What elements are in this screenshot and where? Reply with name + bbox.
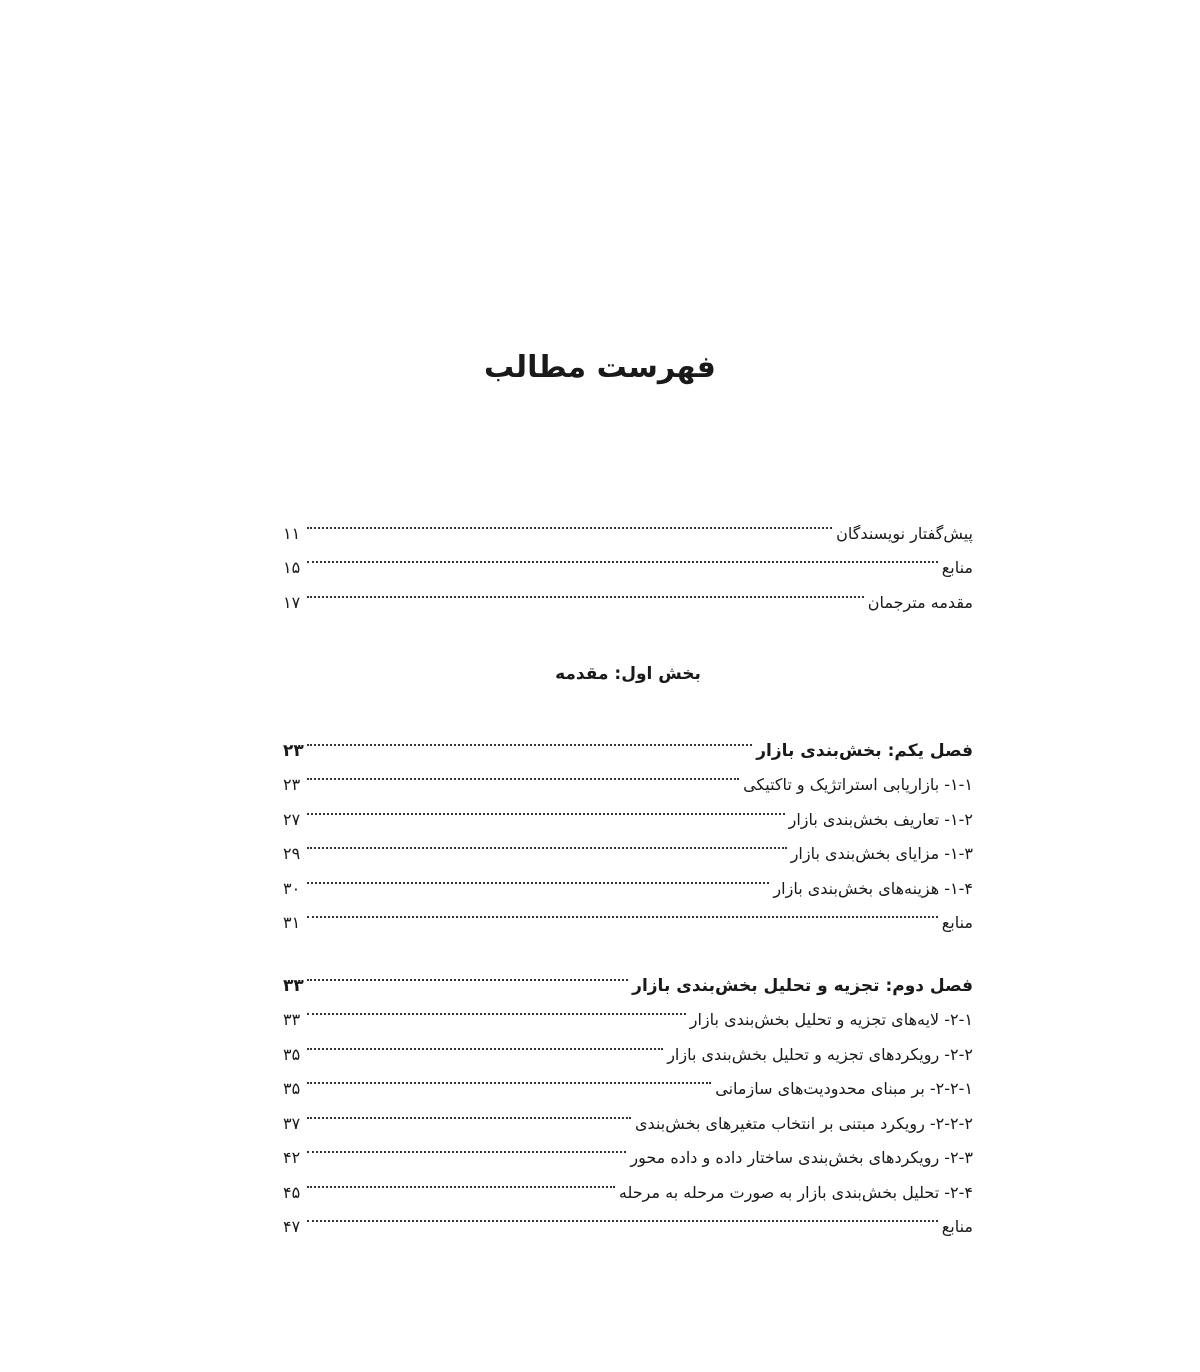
toc-entry-label: ۱-۳- مزایای بخش‌بندی بازار (790, 844, 973, 863)
toc-entry-page: ۴۷ (283, 1217, 301, 1236)
toc-entry-page: ۱۵ (283, 558, 301, 577)
dot-leader (307, 504, 832, 539)
dot-leader (307, 1025, 663, 1060)
toc-entry-label: ۲-۳- رویکردهای بخش‌بندی ساختار داده و داده محور (630, 1148, 973, 1167)
dot-leader (307, 859, 769, 894)
part-heading: بخش اول: مقدمه (555, 664, 701, 684)
chapter-1-list (283, 721, 973, 932)
toc-entry-page: ۳۳ (283, 1010, 301, 1029)
dot-leader (307, 539, 938, 574)
dot-leader (307, 721, 752, 756)
dot-leader (307, 825, 787, 860)
toc-entry-label: منابع (941, 558, 973, 577)
dot-leader (307, 1129, 626, 1164)
toc-entry-label: ۲-۲- رویکردهای تجزیه و تحلیل بخش‌بندی بازار (667, 1044, 973, 1064)
toc-entry-label: ۱-۲- تعاریف بخش‌بندی بازار (788, 809, 973, 829)
toc-entry-label: مقدمه مترجمان (867, 592, 973, 612)
dot-leader (307, 991, 686, 1026)
toc-entry-page: ۳۵ (283, 1079, 301, 1098)
toc-entry-page: ۳۵ (283, 1044, 301, 1064)
dot-leader (307, 756, 739, 791)
dot-leader (307, 573, 864, 608)
chapter-heading-entry[interactable] (283, 721, 973, 761)
toc-entry-page: ۲۳ (283, 740, 304, 761)
toc-entry-label: پیش‌گفتار نویسندگان (836, 523, 973, 543)
dot-leader (307, 956, 628, 991)
toc-entry-label: ۲-۲-۱- بر مبنای محدودیت‌های سازمانی (715, 1079, 973, 1098)
toc-entry-page: ۱۷ (283, 592, 301, 612)
toc-entry-page: ۲۷ (283, 809, 301, 829)
dot-leader (307, 790, 785, 825)
chapter-2-list (283, 956, 973, 1236)
toc-entry-page: ۴۲ (283, 1148, 301, 1167)
dot-leader (307, 1094, 631, 1129)
toc-entry-page: ۲۹ (283, 844, 301, 863)
toc-entry-label: ۲-۲-۲- رویکرد مبتنی بر انتخاب متغیرهای بخش‌بندی (635, 1113, 973, 1133)
page-title: فهرست مطالب (484, 350, 716, 385)
toc-entry-page: ۱۱ (283, 523, 301, 543)
toc-entry-label: ۱-۱- بازاریابی استراتژیک و تاکتیکی (743, 775, 973, 794)
toc-entry-page: ۳۷ (283, 1113, 301, 1133)
dot-leader (307, 894, 938, 929)
toc-entry-label: فصل دوم: تجزیه و تحلیل بخش‌بندی بازار (632, 975, 973, 996)
toc-entry-label: ۲-۱- لایه‌های تجزیه و تحلیل بخش‌بندی بازار (689, 1010, 973, 1029)
toc-entry-page: ۳۰ (283, 878, 301, 898)
toc-entry-label: ۱-۴- هزینه‌های بخش‌بندی بازار (773, 878, 973, 898)
dot-leader (307, 1198, 938, 1233)
toc-entry[interactable] (283, 894, 973, 932)
toc-entry-label: منابع (941, 1217, 973, 1236)
toc-entry-page: ۲۳ (283, 775, 301, 794)
toc-entry-label: فصل یکم: بخش‌بندی بازار (756, 740, 973, 761)
front-matter-list (283, 504, 973, 612)
toc-entry[interactable] (283, 504, 973, 543)
chapter-heading-entry[interactable] (283, 956, 973, 996)
toc-entry[interactable] (283, 539, 973, 577)
toc-entry-label: ۲-۴- تحلیل بخش‌بندی بازار به صورت مرحله به مرحله (618, 1182, 973, 1202)
toc-entry[interactable] (283, 573, 973, 612)
toc-entry-label: منابع (941, 913, 973, 932)
toc-entry-page: ۳۱ (283, 913, 301, 932)
toc-entry-page: ۳۳ (283, 975, 304, 996)
dot-leader (307, 1163, 615, 1198)
toc-entry-page: ۴۵ (283, 1182, 301, 1202)
dot-leader (307, 1060, 711, 1095)
toc-entry[interactable] (283, 1198, 973, 1236)
